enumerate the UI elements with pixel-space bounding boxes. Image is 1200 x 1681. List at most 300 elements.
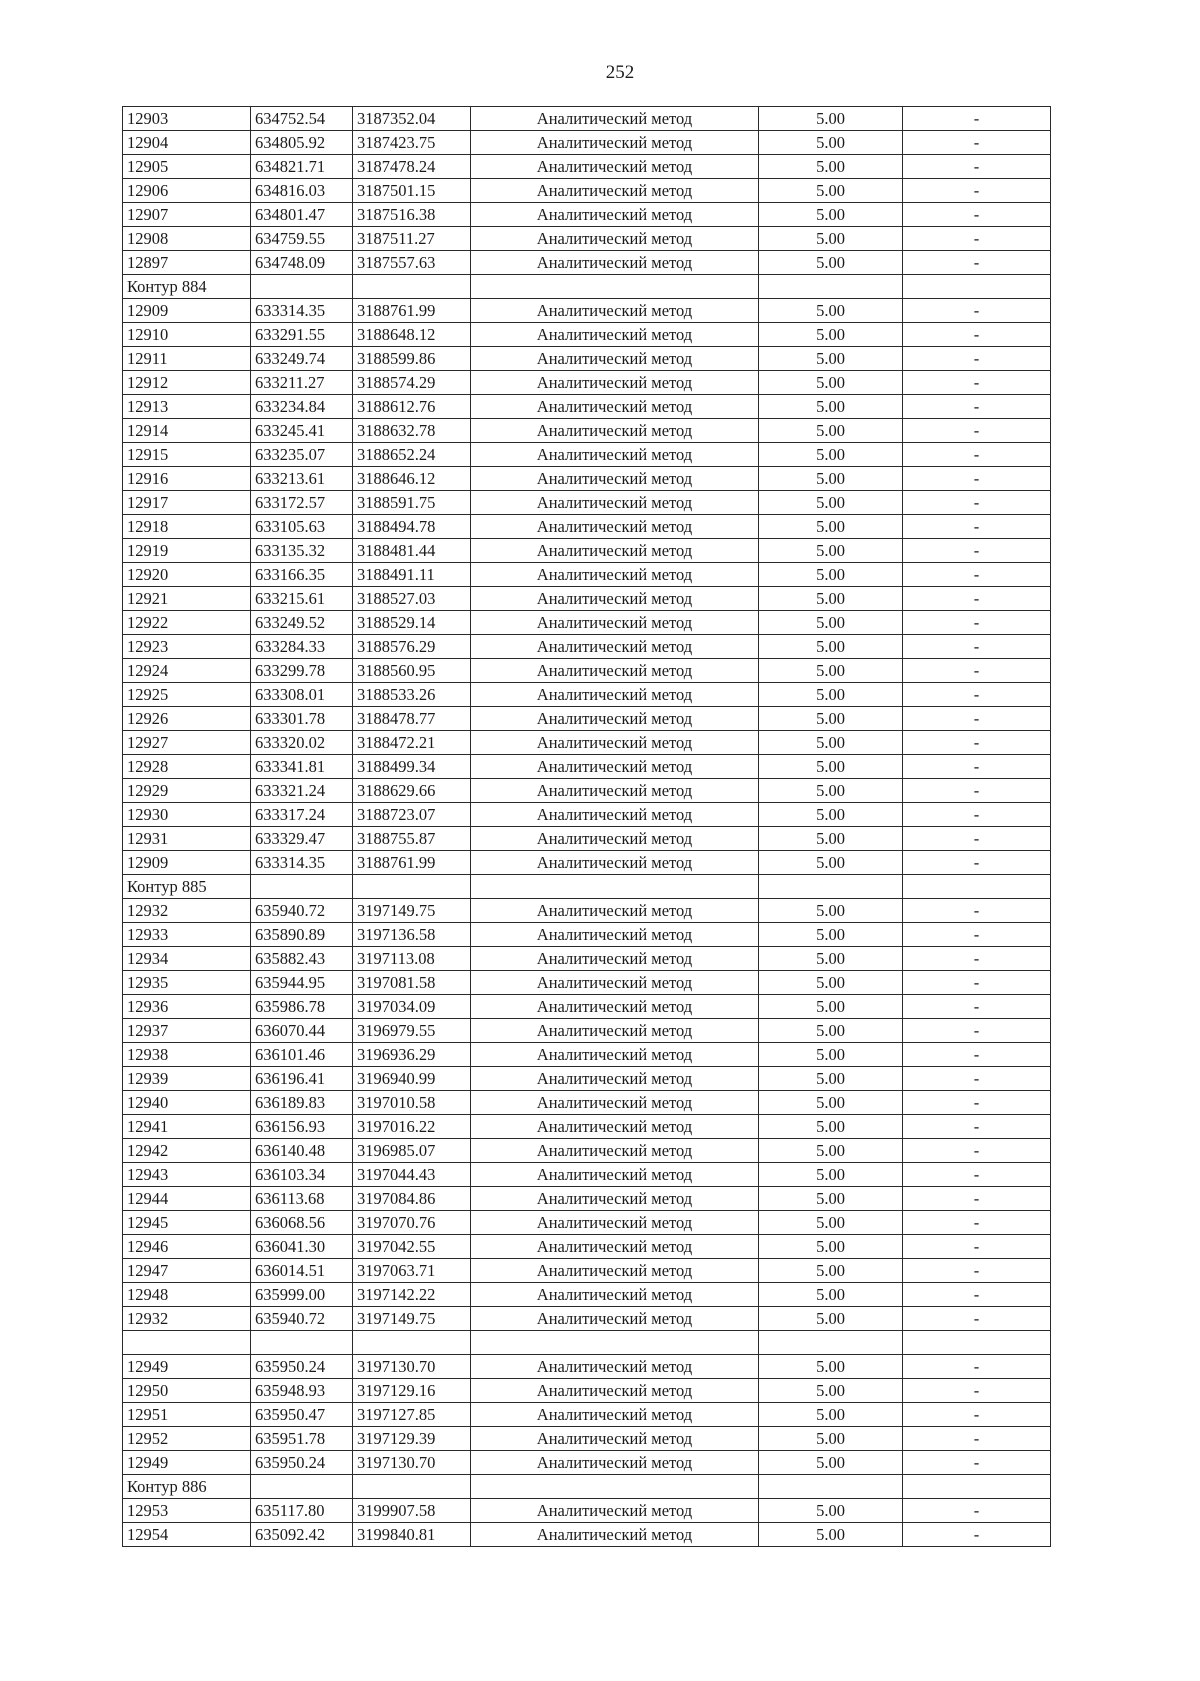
empty-cell (759, 1475, 903, 1499)
table-row (123, 899, 1051, 923)
empty-cell (759, 875, 903, 899)
accuracy-cell: 5.00 (759, 1259, 903, 1283)
method-cell: Аналитический метод (471, 203, 759, 227)
point-number-cell: 12897 (123, 251, 251, 275)
table-row (123, 1403, 1051, 1427)
description-cell: - (903, 755, 1051, 779)
coordinates-table-body (123, 107, 1051, 1547)
method-cell: Аналитический метод (471, 347, 759, 371)
point-number-cell: 12949 (123, 1355, 251, 1379)
method-cell: Аналитический метод (471, 683, 759, 707)
accuracy-cell: 5.00 (759, 1211, 903, 1235)
method-cell: Аналитический метод (471, 131, 759, 155)
y-coordinate-cell: 3187557.63 (353, 251, 471, 275)
y-coordinate-cell: 3197081.58 (353, 971, 471, 995)
accuracy-cell: 5.00 (759, 683, 903, 707)
table-row (123, 971, 1051, 995)
method-cell: Аналитический метод (471, 539, 759, 563)
table-row (123, 827, 1051, 851)
accuracy-cell: 5.00 (759, 1187, 903, 1211)
method-cell: Аналитический метод (471, 659, 759, 683)
method-cell: Аналитический метод (471, 1451, 759, 1475)
y-coordinate-cell: 3188723.07 (353, 803, 471, 827)
point-number-cell: 12908 (123, 227, 251, 251)
x-coordinate-cell: 636113.68 (251, 1187, 353, 1211)
description-cell: - (903, 323, 1051, 347)
point-number-cell: 12909 (123, 851, 251, 875)
point-number-cell: 12952 (123, 1427, 251, 1451)
x-coordinate-cell: 633245.41 (251, 419, 353, 443)
point-number-cell: 12944 (123, 1187, 251, 1211)
point-number-cell: 12918 (123, 515, 251, 539)
method-cell: Аналитический метод (471, 899, 759, 923)
accuracy-cell: 5.00 (759, 563, 903, 587)
accuracy-cell: 5.00 (759, 107, 903, 131)
x-coordinate-cell: 633249.74 (251, 347, 353, 371)
y-coordinate-cell: 3187352.04 (353, 107, 471, 131)
method-cell: Аналитический метод (471, 803, 759, 827)
point-number-cell: 12936 (123, 995, 251, 1019)
y-coordinate-cell: 3188560.95 (353, 659, 471, 683)
x-coordinate-cell: 633213.61 (251, 467, 353, 491)
description-cell: - (903, 1259, 1051, 1283)
table-row (123, 443, 1051, 467)
accuracy-cell: 5.00 (759, 611, 903, 635)
method-cell: Аналитический метод (471, 1283, 759, 1307)
empty-cell (353, 1331, 471, 1355)
empty-cell (903, 275, 1051, 299)
y-coordinate-cell: 3197070.76 (353, 1211, 471, 1235)
point-number-cell: 12924 (123, 659, 251, 683)
x-coordinate-cell: 633321.24 (251, 779, 353, 803)
accuracy-cell: 5.00 (759, 1307, 903, 1331)
empty-cell (471, 1475, 759, 1499)
table-row (123, 371, 1051, 395)
point-number-cell: 12909 (123, 299, 251, 323)
method-cell: Аналитический метод (471, 1499, 759, 1523)
table-row (123, 251, 1051, 275)
y-coordinate-cell: 3188576.29 (353, 635, 471, 659)
table-row (123, 995, 1051, 1019)
accuracy-cell: 5.00 (759, 179, 903, 203)
method-cell: Аналитический метод (471, 1139, 759, 1163)
method-cell: Аналитический метод (471, 947, 759, 971)
point-number-cell: 12953 (123, 1499, 251, 1523)
method-cell: Аналитический метод (471, 827, 759, 851)
table-row (123, 155, 1051, 179)
description-cell: - (903, 563, 1051, 587)
empty-cell (903, 1331, 1051, 1355)
description-cell: - (903, 659, 1051, 683)
table-row (123, 1019, 1051, 1043)
y-coordinate-cell: 3188529.14 (353, 611, 471, 635)
y-coordinate-cell: 3188472.21 (353, 731, 471, 755)
accuracy-cell: 5.00 (759, 131, 903, 155)
x-coordinate-cell: 635948.93 (251, 1379, 353, 1403)
x-coordinate-cell: 633172.57 (251, 491, 353, 515)
page-number: 252 (605, 62, 635, 83)
x-coordinate-cell: 636101.46 (251, 1043, 353, 1067)
y-coordinate-cell: 3197044.43 (353, 1163, 471, 1187)
description-cell: - (903, 827, 1051, 851)
accuracy-cell: 5.00 (759, 1427, 903, 1451)
description-cell: - (903, 539, 1051, 563)
accuracy-cell: 5.00 (759, 251, 903, 275)
empty-cell (903, 1475, 1051, 1499)
point-number-cell: 12922 (123, 611, 251, 635)
table-row (123, 1187, 1051, 1211)
point-number-cell: 12912 (123, 371, 251, 395)
method-cell: Аналитический метод (471, 1211, 759, 1235)
method-cell: Аналитический метод (471, 755, 759, 779)
point-number-cell: 12906 (123, 179, 251, 203)
table-row (123, 227, 1051, 251)
method-cell: Аналитический метод (471, 611, 759, 635)
point-number-cell: 12939 (123, 1067, 251, 1091)
method-cell: Аналитический метод (471, 1235, 759, 1259)
point-number-cell: 12917 (123, 491, 251, 515)
description-cell: - (903, 1187, 1051, 1211)
x-coordinate-cell: 633301.78 (251, 707, 353, 731)
y-coordinate-cell: 3196940.99 (353, 1067, 471, 1091)
accuracy-cell: 5.00 (759, 419, 903, 443)
description-cell: - (903, 1163, 1051, 1187)
description-cell: - (903, 155, 1051, 179)
point-number-cell: 12942 (123, 1139, 251, 1163)
accuracy-cell: 5.00 (759, 515, 903, 539)
point-number-cell: 12929 (123, 779, 251, 803)
table-row (123, 1499, 1051, 1523)
empty-cell (471, 1331, 759, 1355)
y-coordinate-cell: 3188481.44 (353, 539, 471, 563)
accuracy-cell: 5.00 (759, 755, 903, 779)
table-row (123, 1139, 1051, 1163)
method-cell: Аналитический метод (471, 179, 759, 203)
x-coordinate-cell: 635951.78 (251, 1427, 353, 1451)
point-number-cell: 12921 (123, 587, 251, 611)
accuracy-cell: 5.00 (759, 899, 903, 923)
table-row (123, 947, 1051, 971)
empty-cell (123, 1331, 251, 1355)
description-cell: - (903, 899, 1051, 923)
method-cell: Аналитический метод (471, 1067, 759, 1091)
x-coordinate-cell: 634759.55 (251, 227, 353, 251)
description-cell: - (903, 1499, 1051, 1523)
table-row (123, 395, 1051, 419)
description-cell: - (903, 107, 1051, 131)
table-row (123, 1115, 1051, 1139)
empty-cell (759, 275, 903, 299)
accuracy-cell: 5.00 (759, 1355, 903, 1379)
accuracy-cell: 5.00 (759, 155, 903, 179)
method-cell: Аналитический метод (471, 851, 759, 875)
y-coordinate-cell: 3197084.86 (353, 1187, 471, 1211)
description-cell: - (903, 1307, 1051, 1331)
x-coordinate-cell: 633284.33 (251, 635, 353, 659)
x-coordinate-cell: 634752.54 (251, 107, 353, 131)
description-cell: - (903, 491, 1051, 515)
point-number-cell: 12935 (123, 971, 251, 995)
description-cell: - (903, 923, 1051, 947)
y-coordinate-cell: 3197129.16 (353, 1379, 471, 1403)
x-coordinate-cell: 633211.27 (251, 371, 353, 395)
y-coordinate-cell: 3187501.15 (353, 179, 471, 203)
x-coordinate-cell: 634748.09 (251, 251, 353, 275)
description-cell: - (903, 731, 1051, 755)
y-coordinate-cell: 3188629.66 (353, 779, 471, 803)
point-number-cell: 12920 (123, 563, 251, 587)
point-number-cell: 12913 (123, 395, 251, 419)
x-coordinate-cell: 633249.52 (251, 611, 353, 635)
description-cell: - (903, 395, 1051, 419)
description-cell: - (903, 1139, 1051, 1163)
point-number-cell: 12941 (123, 1115, 251, 1139)
description-cell: - (903, 707, 1051, 731)
description-cell: - (903, 251, 1051, 275)
contour-header-row (123, 875, 1051, 899)
method-cell: Аналитический метод (471, 635, 759, 659)
accuracy-cell: 5.00 (759, 1043, 903, 1067)
y-coordinate-cell: 3197113.08 (353, 947, 471, 971)
table-row (123, 1355, 1051, 1379)
method-cell: Аналитический метод (471, 419, 759, 443)
description-cell: - (903, 1091, 1051, 1115)
method-cell: Аналитический метод (471, 1355, 759, 1379)
table-row (123, 1067, 1051, 1091)
table-row (123, 611, 1051, 635)
contour-label: Контур 885 (123, 875, 251, 899)
x-coordinate-cell: 636070.44 (251, 1019, 353, 1043)
table-row (123, 347, 1051, 371)
y-coordinate-cell: 3199840.81 (353, 1523, 471, 1547)
contour-label: Контур 886 (123, 1475, 251, 1499)
y-coordinate-cell: 3188533.26 (353, 683, 471, 707)
description-cell: - (903, 1211, 1051, 1235)
accuracy-cell: 5.00 (759, 371, 903, 395)
method-cell: Аналитический метод (471, 1259, 759, 1283)
table-row (123, 803, 1051, 827)
table-row (123, 1163, 1051, 1187)
accuracy-cell: 5.00 (759, 923, 903, 947)
point-number-cell: 12919 (123, 539, 251, 563)
method-cell: Аналитический метод (471, 731, 759, 755)
x-coordinate-cell: 633105.63 (251, 515, 353, 539)
point-number-cell: 12903 (123, 107, 251, 131)
point-number-cell: 12946 (123, 1235, 251, 1259)
description-cell: - (903, 227, 1051, 251)
accuracy-cell: 5.00 (759, 395, 903, 419)
method-cell: Аналитический метод (471, 1115, 759, 1139)
x-coordinate-cell: 635950.24 (251, 1451, 353, 1475)
table-row (123, 851, 1051, 875)
method-cell: Аналитический метод (471, 491, 759, 515)
x-coordinate-cell: 636041.30 (251, 1235, 353, 1259)
x-coordinate-cell: 633314.35 (251, 851, 353, 875)
y-coordinate-cell: 3197034.09 (353, 995, 471, 1019)
y-coordinate-cell: 3188499.34 (353, 755, 471, 779)
table-row (123, 659, 1051, 683)
accuracy-cell: 5.00 (759, 1523, 903, 1547)
y-coordinate-cell: 3197142.22 (353, 1283, 471, 1307)
accuracy-cell: 5.00 (759, 707, 903, 731)
method-cell: Аналитический метод (471, 587, 759, 611)
y-coordinate-cell: 3197130.70 (353, 1355, 471, 1379)
point-number-cell: 12951 (123, 1403, 251, 1427)
point-number-cell: 12943 (123, 1163, 251, 1187)
method-cell: Аналитический метод (471, 515, 759, 539)
table-row (123, 1307, 1051, 1331)
x-coordinate-cell: 634805.92 (251, 131, 353, 155)
accuracy-cell: 5.00 (759, 971, 903, 995)
description-cell: - (903, 587, 1051, 611)
description-cell: - (903, 299, 1051, 323)
description-cell: - (903, 1451, 1051, 1475)
method-cell: Аналитический метод (471, 107, 759, 131)
accuracy-cell: 5.00 (759, 227, 903, 251)
empty-cell (251, 275, 353, 299)
table-row (123, 1043, 1051, 1067)
empty-cell (251, 875, 353, 899)
point-number-cell: 12954 (123, 1523, 251, 1547)
point-number-cell: 12947 (123, 1259, 251, 1283)
description-cell: - (903, 683, 1051, 707)
point-number-cell: 12948 (123, 1283, 251, 1307)
empty-cell (759, 1331, 903, 1355)
accuracy-cell: 5.00 (759, 347, 903, 371)
y-coordinate-cell: 3197016.22 (353, 1115, 471, 1139)
description-cell: - (903, 971, 1051, 995)
table-row (123, 299, 1051, 323)
method-cell: Аналитический метод (471, 227, 759, 251)
accuracy-cell: 5.00 (759, 947, 903, 971)
point-number-cell: 12907 (123, 203, 251, 227)
y-coordinate-cell: 3197149.75 (353, 1307, 471, 1331)
accuracy-cell: 5.00 (759, 467, 903, 491)
method-cell: Аналитический метод (471, 707, 759, 731)
x-coordinate-cell: 635940.72 (251, 1307, 353, 1331)
point-number-cell: 12914 (123, 419, 251, 443)
empty-cell (471, 275, 759, 299)
description-cell: - (903, 779, 1051, 803)
accuracy-cell: 5.00 (759, 731, 903, 755)
x-coordinate-cell: 633299.78 (251, 659, 353, 683)
x-coordinate-cell: 633317.24 (251, 803, 353, 827)
empty-cell (353, 875, 471, 899)
table-row (123, 683, 1051, 707)
description-cell: - (903, 1067, 1051, 1091)
accuracy-cell: 5.00 (759, 851, 903, 875)
y-coordinate-cell: 3188599.86 (353, 347, 471, 371)
method-cell: Аналитический метод (471, 1307, 759, 1331)
accuracy-cell: 5.00 (759, 635, 903, 659)
point-number-cell: 12926 (123, 707, 251, 731)
method-cell: Аналитический метод (471, 251, 759, 275)
accuracy-cell: 5.00 (759, 827, 903, 851)
table-row (123, 755, 1051, 779)
description-cell: - (903, 203, 1051, 227)
x-coordinate-cell: 635999.00 (251, 1283, 353, 1307)
point-number-cell: 12949 (123, 1451, 251, 1475)
table-row (123, 467, 1051, 491)
method-cell: Аналитический метод (471, 1379, 759, 1403)
y-coordinate-cell: 3197127.85 (353, 1403, 471, 1427)
empty-row (123, 1331, 1051, 1355)
table-row (123, 323, 1051, 347)
y-coordinate-cell: 3197136.58 (353, 923, 471, 947)
y-coordinate-cell: 3188574.29 (353, 371, 471, 395)
y-coordinate-cell: 3196979.55 (353, 1019, 471, 1043)
y-coordinate-cell: 3197042.55 (353, 1235, 471, 1259)
point-number-cell: 12925 (123, 683, 251, 707)
accuracy-cell: 5.00 (759, 1403, 903, 1427)
table-row (123, 1379, 1051, 1403)
x-coordinate-cell: 635950.47 (251, 1403, 353, 1427)
empty-cell (903, 875, 1051, 899)
method-cell: Аналитический метод (471, 971, 759, 995)
y-coordinate-cell: 3187478.24 (353, 155, 471, 179)
x-coordinate-cell: 633215.61 (251, 587, 353, 611)
description-cell: - (903, 1019, 1051, 1043)
empty-cell (353, 1475, 471, 1499)
x-coordinate-cell: 635944.95 (251, 971, 353, 995)
method-cell: Аналитический метод (471, 155, 759, 179)
point-number-cell: 12930 (123, 803, 251, 827)
point-number-cell: 12932 (123, 899, 251, 923)
table-row (123, 707, 1051, 731)
method-cell: Аналитический метод (471, 1091, 759, 1115)
point-number-cell: 12938 (123, 1043, 251, 1067)
table-row (123, 779, 1051, 803)
x-coordinate-cell: 636140.48 (251, 1139, 353, 1163)
y-coordinate-cell: 3196936.29 (353, 1043, 471, 1067)
method-cell: Аналитический метод (471, 563, 759, 587)
contour-header-row (123, 275, 1051, 299)
table-row (123, 923, 1051, 947)
accuracy-cell: 5.00 (759, 779, 903, 803)
method-cell: Аналитический метод (471, 1523, 759, 1547)
description-cell: - (903, 131, 1051, 155)
description-cell: - (903, 995, 1051, 1019)
y-coordinate-cell: 3188652.24 (353, 443, 471, 467)
x-coordinate-cell: 633341.81 (251, 755, 353, 779)
accuracy-cell: 5.00 (759, 1499, 903, 1523)
description-cell: - (903, 515, 1051, 539)
method-cell: Аналитический метод (471, 1403, 759, 1427)
point-number-cell: 12950 (123, 1379, 251, 1403)
method-cell: Аналитический метод (471, 1187, 759, 1211)
table-row (123, 419, 1051, 443)
y-coordinate-cell: 3188527.03 (353, 587, 471, 611)
x-coordinate-cell: 635890.89 (251, 923, 353, 947)
y-coordinate-cell: 3188648.12 (353, 323, 471, 347)
description-cell: - (903, 1043, 1051, 1067)
x-coordinate-cell: 635986.78 (251, 995, 353, 1019)
table-row (123, 1259, 1051, 1283)
description-cell: - (903, 947, 1051, 971)
table-row (123, 563, 1051, 587)
description-cell: - (903, 1235, 1051, 1259)
description-cell: - (903, 851, 1051, 875)
y-coordinate-cell: 3197149.75 (353, 899, 471, 923)
description-cell: - (903, 1523, 1051, 1547)
point-number-cell: 12927 (123, 731, 251, 755)
description-cell: - (903, 635, 1051, 659)
table-row (123, 179, 1051, 203)
description-cell: - (903, 371, 1051, 395)
y-coordinate-cell: 3188478.77 (353, 707, 471, 731)
method-cell: Аналитический метод (471, 299, 759, 323)
x-coordinate-cell: 635117.80 (251, 1499, 353, 1523)
